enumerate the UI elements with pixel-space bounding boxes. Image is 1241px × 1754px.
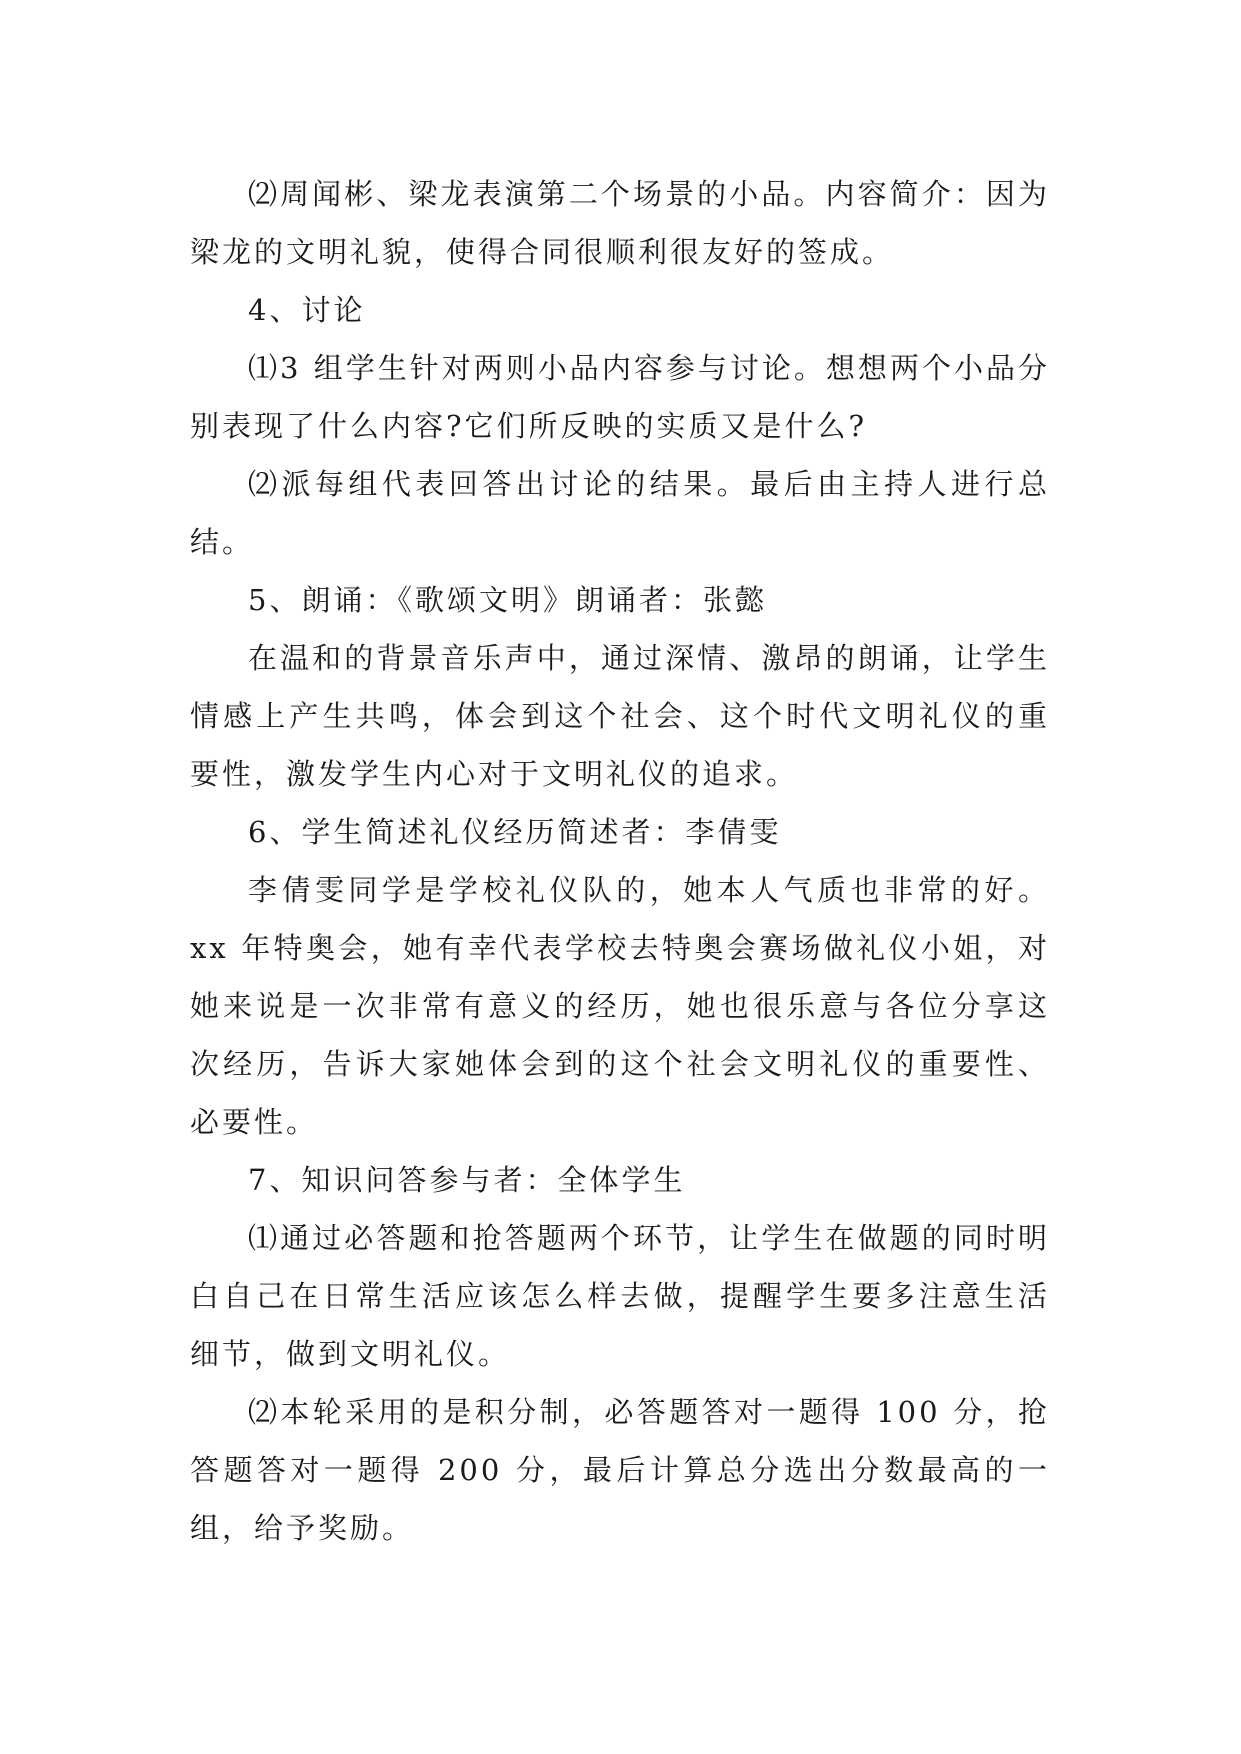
heading-quiz: 7、知识问答参与者：全体学生 [248,1163,686,1197]
paragraph-recitation: 在温和的背景音乐声中，通过深情、激昂的朗诵，让学生情感上产生共鸣，体会到这个社会、这个时代文明礼仪的重要性，激发学生内心对于文明礼仪的追求。 [190,641,1050,791]
heading-etiquette-experience: 6、学生简述礼仪经历简述者：李倩雯 [248,815,782,849]
paragraph-discussion-2: ⑵派每组代表回答出讨论的结果。最后由主持人进行总结。 [190,467,1050,559]
document-body [190,165,1050,1557]
paragraph-etiquette-experience: 李倩雯同学是学校礼仪队的，她本人气质也非常的好。xx 年特奥会，她有幸代表学校去特奥会赛场做礼仪小姐，对她来说是一次非常有意义的经历，她也很乐意与各位分享这次经历，告诉大家她体会到的这个社会文明礼仪的重要性、必要性。 [190,873,1050,1139]
heading-discussion: 4、讨论 [248,293,366,327]
paragraph-skit-2: ⑵周闻彬、梁龙表演第二个场景的小品。内容简介：因为梁龙的文明礼貌，使得合同很顺利很友好的签成。 [190,177,1050,269]
paragraph-discussion-1: ⑴3 组学生针对两则小品内容参与讨论。想想两个小品分别表现了什么内容?它们所反映的实质又是什么? [190,351,1050,443]
paragraph-quiz-1: ⑴通过必答题和抢答题两个环节，让学生在做题的同时明白自己在日常生活应该怎么样去做，提醒学生要多注意生活细节，做到文明礼仪。 [190,1221,1050,1371]
heading-recitation: 5、朗诵：《歌颂文明》朗诵者：张懿 [248,583,767,617]
paragraph-quiz-2: ⑵本轮采用的是积分制，必答题答对一题得 100 分，抢答题答对一题得 200 分，最后计算总分选出分数最高的一组，给予奖励。 [190,1395,1050,1545]
